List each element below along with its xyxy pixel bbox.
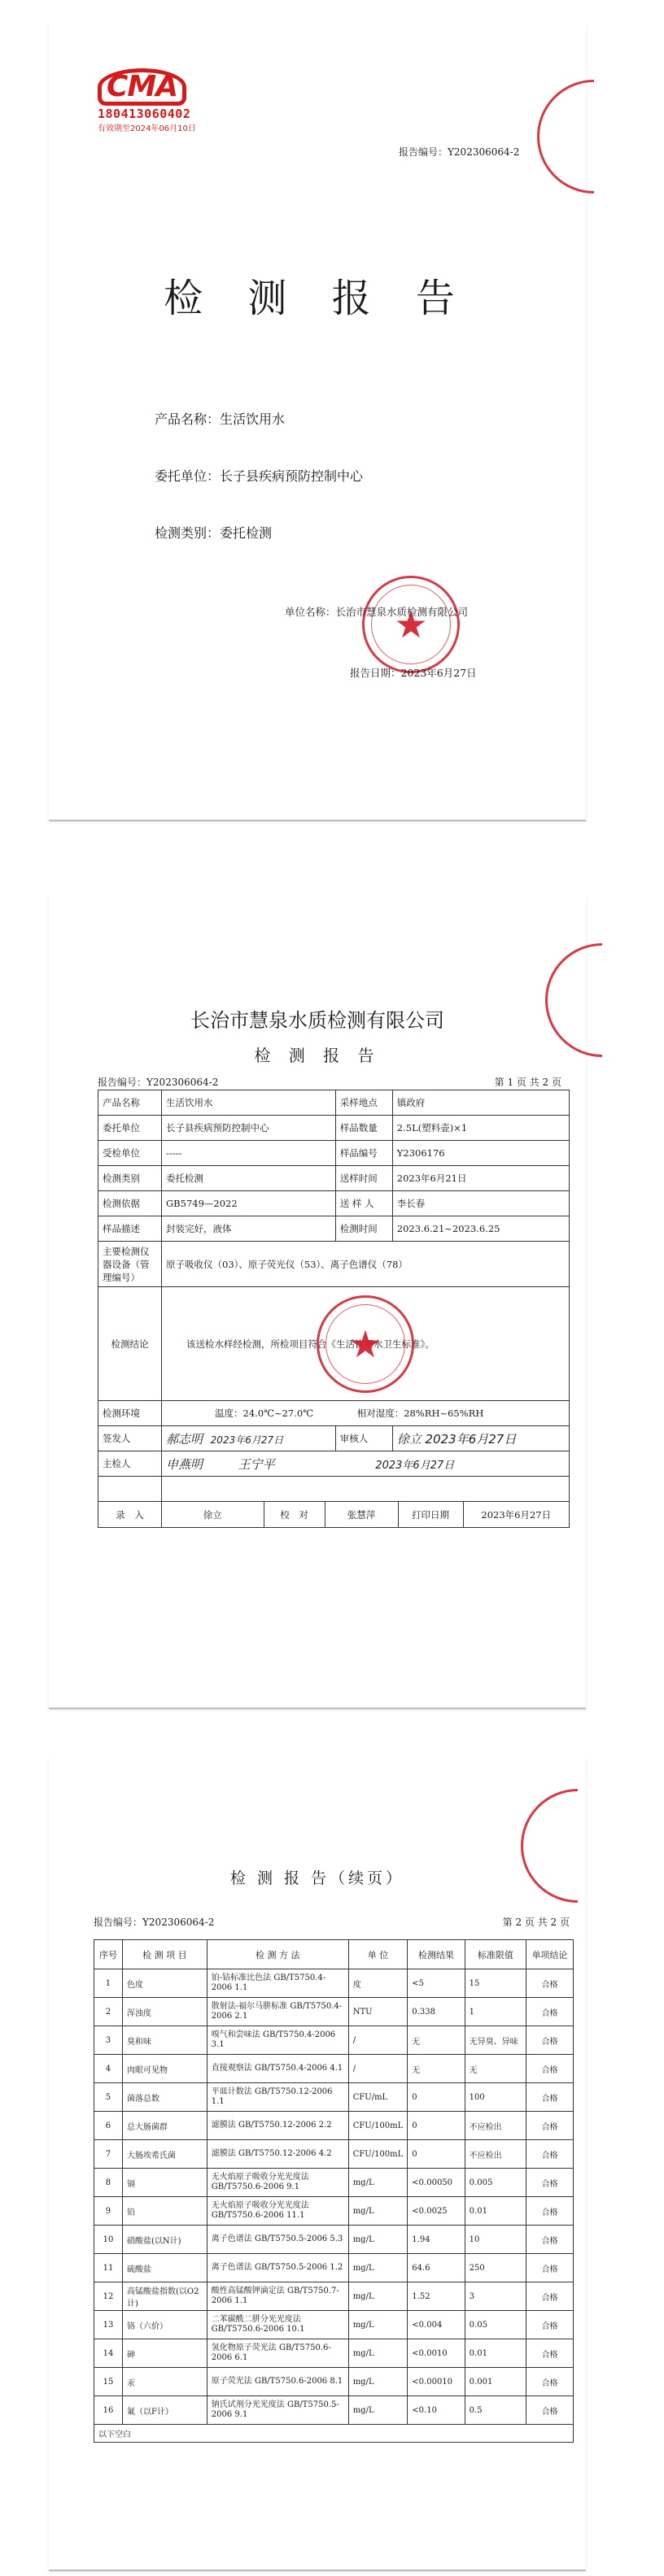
- cell-limit: 不应检出: [465, 2112, 526, 2140]
- cma-logo-icon: CMA: [98, 67, 208, 107]
- report-page-2: [49, 1756, 586, 2569]
- report-header: [98, 1075, 561, 1089]
- table-row: [94, 2169, 574, 2197]
- cell-unit: mg/L: [348, 2311, 408, 2339]
- report-header: [94, 1915, 570, 1929]
- cell-no: 1: [94, 1969, 123, 1998]
- cell-result: 1.52: [408, 2282, 465, 2311]
- table-row: 检测依据 GB5749—2022 送 样 人 李长春: [98, 1191, 570, 1216]
- cell-unit: NTU: [348, 1998, 408, 2026]
- page-number: 第 2 页 共 2 页: [502, 1917, 570, 1928]
- cell-no: 13: [94, 2311, 123, 2339]
- side-seal-icon: [545, 943, 602, 1057]
- table-row: [94, 2396, 574, 2425]
- category-line: 检测类别：委托检测: [155, 525, 273, 541]
- table-row: [98, 1477, 570, 1502]
- cell-result: <0.00050: [408, 2169, 465, 2197]
- entry-person: 徐立: [162, 1502, 264, 1527]
- cell-name: 臭和味: [122, 2026, 207, 2055]
- cell-verdict: 合格: [526, 2226, 574, 2254]
- column-header: 标准限值: [465, 1940, 526, 1969]
- cell-limit: 250: [465, 2254, 526, 2282]
- cell-no: 12: [94, 2282, 123, 2311]
- blank-note: 以下空白: [94, 2425, 574, 2443]
- table-row: [94, 2226, 574, 2254]
- cell-method: 直接观察法 GB/T5750.4-2006 4.1: [207, 2055, 348, 2083]
- cell-result: 64.6: [408, 2254, 465, 2282]
- cell-verdict: 合格: [526, 2368, 574, 2396]
- cell-limit: 15: [465, 1969, 526, 1998]
- cell-verdict: 合格: [526, 1969, 574, 1998]
- cell-name: 高锰酸盐指数(以O2计): [122, 2282, 207, 2311]
- cell-name: 汞: [122, 2368, 207, 2396]
- cell-no: 10: [94, 2226, 123, 2254]
- cell-unit: mg/L: [348, 2254, 408, 2282]
- cell-method: 酸性高锰酸钾滴定法 GB/T5750.7-2006 1.1: [207, 2282, 348, 2311]
- cell-method: 铂-钴标准比色法 GB/T5750.4-2006 1.1: [207, 1969, 348, 1998]
- table-row: [94, 1998, 574, 2026]
- cell-result: 无: [408, 2055, 465, 2083]
- cell-name: 菌落总数: [122, 2083, 207, 2112]
- cell-verdict: 合格: [526, 2282, 574, 2311]
- cell-verdict: 合格: [526, 2026, 574, 2055]
- humidity: 相对湿度：28%RH~65%RH: [356, 1408, 484, 1419]
- cell-limit: 10: [465, 2226, 526, 2254]
- cell-no: 4: [94, 2055, 123, 2083]
- temperature: 温度：24.0℃~27.0℃: [215, 1408, 314, 1419]
- report-page-1: [49, 894, 586, 1708]
- cell-result: 0: [408, 2083, 465, 2112]
- cell-unit: CFU/mL: [348, 2083, 408, 2112]
- cell-verdict: 合格: [526, 2140, 574, 2169]
- cell-name: 总大肠菌群: [122, 2112, 207, 2140]
- table-row: [94, 1969, 574, 1998]
- table-row: [94, 2112, 574, 2140]
- cell-result: 无: [408, 2026, 465, 2055]
- table-row: 委托单位 长子县疾病预防控制中心 样品数量 2.5L(塑料壶)×1: [98, 1116, 570, 1141]
- unit-name: 单位名称：长治市慧泉水质检测有限公司: [285, 606, 469, 618]
- cell-result: <0.0025: [408, 2197, 465, 2226]
- company-seal-icon: ★: [317, 1295, 414, 1393]
- cell-limit: 无: [465, 2055, 526, 2083]
- report-date: 报告日期：2023年6月27日: [350, 667, 477, 679]
- cell-no: 9: [94, 2197, 123, 2226]
- cell-limit: 3: [465, 2282, 526, 2311]
- cell-result: <0.0010: [408, 2339, 465, 2368]
- cell-name: 浑浊度: [122, 1998, 207, 2026]
- inspector-date: 2023年6月27日: [375, 1459, 455, 1472]
- cell-no: 3: [94, 2026, 123, 2055]
- proof-person: 张慧萍: [325, 1502, 398, 1527]
- cell-result: 0.338: [408, 1998, 465, 2026]
- report-number: 报告编号：Y202306064-2: [94, 1917, 215, 1928]
- cell-unit: /: [348, 2026, 408, 2055]
- cell-verdict: 合格: [526, 2197, 574, 2226]
- table-row: 检测类别 委托检测 送样时间 2023年6月21日: [98, 1166, 570, 1191]
- cell-limit: 无异臭、异味: [465, 2026, 526, 2055]
- cell-no: 5: [94, 2083, 123, 2112]
- cell-limit: 0.05: [465, 2311, 526, 2339]
- cell-no: 16: [94, 2396, 123, 2425]
- cma-validity: 有效期至2024年06月10日: [98, 124, 196, 133]
- page-number: 第 1 页 共 2 页: [494, 1077, 561, 1088]
- product-line: 产品名称：生活饮用水: [155, 411, 286, 427]
- cell-verdict: 合格: [526, 2112, 574, 2140]
- cell-unit: /: [348, 2055, 408, 2083]
- cell-verdict: 合格: [526, 2396, 574, 2425]
- cell-name: 肉眼可见物: [122, 2055, 207, 2083]
- table-row: [94, 2055, 574, 2083]
- cell-name: 氟（以F计）: [122, 2396, 207, 2425]
- table-row: 检测结论 该送检水样经检测，所检项目符合《生活饮用水卫生标准》。 ★: [98, 1287, 570, 1401]
- table-row: [94, 2282, 574, 2311]
- column-header: 单项结论: [526, 1940, 574, 1969]
- cell-unit: mg/L: [348, 2226, 408, 2254]
- cell-limit: 0.01: [465, 2339, 526, 2368]
- cell-method: 滤膜法 GB/T5750.12-2006 2.2: [207, 2112, 348, 2140]
- cell-no: 7: [94, 2140, 123, 2169]
- table-row: [94, 2339, 574, 2368]
- cell-method: 原子荧光法 GB/T5750.6-2006 8.1: [207, 2368, 348, 2396]
- table-row: 样品描述 封装完好，液体 检测时间 2023.6.21~2023.6.25: [98, 1216, 570, 1242]
- table-row: [94, 2197, 574, 2226]
- results-table: [94, 1939, 574, 2443]
- cell-method: 平皿计数法 GB/T5750.12-2006 1.1: [207, 2083, 348, 2112]
- report-number: 报告编号：Y202306064-2: [399, 146, 520, 158]
- column-header: 检 测 项 目: [122, 1940, 207, 1969]
- table-row: 主检人 申燕明 王宁平 2023年6月27日: [98, 1451, 570, 1477]
- cell-verdict: 合格: [526, 2083, 574, 2112]
- company-seal-icon: ★: [362, 576, 460, 673]
- inspector-signature: 申燕明: [166, 1456, 203, 1472]
- cell-method: 嗅气和尝味法 GB/T5750.4-2006 3.1: [207, 2026, 348, 2055]
- cell-method: 无火焰原子吸收分光光度法 GB/T5750.6-2006 11.1: [207, 2197, 348, 2226]
- print-date: 2023年6月27日: [481, 1508, 552, 1521]
- cell-name: 镉: [122, 2169, 207, 2197]
- client-line: 委托单位：长子县疾病预防控制中心: [155, 468, 364, 484]
- table-row: [94, 2083, 574, 2112]
- cell-limit: 0.001: [465, 2368, 526, 2396]
- cell-result: <0.004: [408, 2311, 465, 2339]
- cell-result: 1.94: [408, 2226, 465, 2254]
- cell-name: 大肠埃希氏菌: [122, 2140, 207, 2169]
- table-row: [94, 2425, 574, 2443]
- info-table: [98, 1090, 570, 1528]
- cell-unit: mg/L: [348, 2282, 408, 2311]
- cell-method: 二苯碳酰二肼分光光度法 GB/T5750.6-2006 10.1: [207, 2311, 348, 2339]
- cell-name: 砷: [122, 2339, 207, 2368]
- cell-result: <0.00010: [408, 2368, 465, 2396]
- reviewer-signature: 徐立 2023年6月27日: [392, 1426, 569, 1451]
- cell-unit: mg/L: [348, 2169, 408, 2197]
- column-header: 检 测 方 法: [207, 1940, 348, 1969]
- cell-unit: 度: [348, 1969, 408, 1998]
- cell-method: 离子色谱法 GB/T5750.5-2006 5.3: [207, 2226, 348, 2254]
- cell-limit: 0.5: [465, 2396, 526, 2425]
- table-row: 检测环境 温度：24.0℃~27.0℃ 相对湿度：28%RH~65%RH: [98, 1401, 570, 1426]
- company-title: 长治市慧泉水质检测有限公司: [190, 1009, 444, 1032]
- cell-limit: 0.01: [465, 2197, 526, 2226]
- cell-unit: mg/L: [348, 2197, 408, 2226]
- cover-page: [49, 23, 586, 820]
- table-row: [94, 2254, 574, 2282]
- table-row: [94, 2140, 574, 2169]
- table-row: 主要检测仪器设备（管理编号） 原子吸收仪（03）、原子荧光仪（53）、离子色谱仪（78）: [98, 1242, 570, 1287]
- cell-name: 硫酸盐: [122, 2254, 207, 2282]
- issuer-signature: 郝志明: [166, 1431, 203, 1447]
- cell-verdict: 合格: [526, 2055, 574, 2083]
- column-header: 序号: [94, 1940, 123, 1969]
- table-row: 受检单位 ----- 样品编号 Y2306176: [98, 1141, 570, 1166]
- cell-unit: CFU/100mL: [348, 2112, 408, 2140]
- column-header: 检测结果: [408, 1940, 465, 1969]
- cell-name: 色度: [122, 1969, 207, 1998]
- cell-unit: mg/L: [348, 2368, 408, 2396]
- cell-verdict: 合格: [526, 2339, 574, 2368]
- cell-method: 散射法-福尔马肼标准 GB/T5750.4-2006 2.1: [207, 1998, 348, 2026]
- report-number: 报告编号：Y202306064-2: [98, 1077, 219, 1088]
- side-seal-icon: [537, 80, 594, 194]
- table-row: 录 入 徐立 校 对 张慧萍 打印日期 2023年6月27日: [98, 1502, 570, 1528]
- cell-verdict: 合格: [526, 2254, 574, 2282]
- cell-unit: mg/L: [348, 2396, 408, 2425]
- cma-number: 180413060402: [98, 107, 191, 121]
- cell-verdict: 合格: [526, 1998, 574, 2026]
- cell-name: 硝酸盐(以N计): [122, 2226, 207, 2254]
- cell-no: 14: [94, 2339, 123, 2368]
- inspector-signature-2: 王宁平: [238, 1456, 275, 1472]
- cell-limit: 0.005: [465, 2169, 526, 2197]
- report-title: 检 测 报 告（续页）: [229, 1869, 405, 1887]
- report-title: 检 测 报 告: [164, 276, 471, 321]
- cell-name: 铅: [122, 2197, 207, 2226]
- cma-mark: [98, 67, 208, 133]
- table-row: [94, 2368, 574, 2396]
- cell-method: 氢化物原子荧光法 GB/T5750.6-2006 6.1: [207, 2339, 348, 2368]
- cell-verdict: 合格: [526, 2169, 574, 2197]
- cell-unit: CFU/100mL: [348, 2140, 408, 2169]
- cell-no: 6: [94, 2112, 123, 2140]
- table-row: [94, 2311, 574, 2339]
- cell-result: <0.10: [408, 2396, 465, 2425]
- cell-no: 2: [94, 1998, 123, 2026]
- cell-limit: 1: [465, 1998, 526, 2026]
- cell-limit: 100: [465, 2083, 526, 2112]
- cell-no: 8: [94, 2169, 123, 2197]
- cell-verdict: 合格: [526, 2311, 574, 2339]
- column-header: 单 位: [348, 1940, 408, 1969]
- cell-method: 离子色谱法 GB/T5750.5-2006 1.2: [207, 2254, 348, 2282]
- cell-method: 无火焰原子吸收分光光度法 GB/T5750.6-2006 9.1: [207, 2169, 348, 2197]
- cell-result: <5: [408, 1969, 465, 1998]
- cell-result: 0: [408, 2112, 465, 2140]
- table-row: 签发人 郝志明 2023年6月27日 审核人 徐立 2023年6月27日: [98, 1426, 570, 1451]
- cell-method: 钠氏试剂分光光度法 GB/T5750.5-2006 9.1: [207, 2396, 348, 2425]
- cell-result: 0: [408, 2140, 465, 2169]
- cell-no: 15: [94, 2368, 123, 2396]
- issuer-date: 2023年6月27日: [210, 1434, 284, 1446]
- report-title: 检 测 报 告: [254, 1046, 381, 1065]
- cell-no: 11: [94, 2254, 123, 2282]
- table-row: 产品名称 生活饮用水 采样地点 镇政府: [98, 1090, 570, 1116]
- cell-unit: mg/L: [348, 2339, 408, 2368]
- table-header: [94, 1940, 574, 1969]
- cell-method: 滤膜法 GB/T5750.12-2006 4.2: [207, 2140, 348, 2169]
- conclusion-text: 该送检水样经检测，所检项目符合《生活饮用水卫生标准》。: [186, 1338, 435, 1350]
- cell-limit: 不应检出: [465, 2140, 526, 2169]
- table-row: [94, 2026, 574, 2055]
- cell-name: 铬（六价）: [122, 2311, 207, 2339]
